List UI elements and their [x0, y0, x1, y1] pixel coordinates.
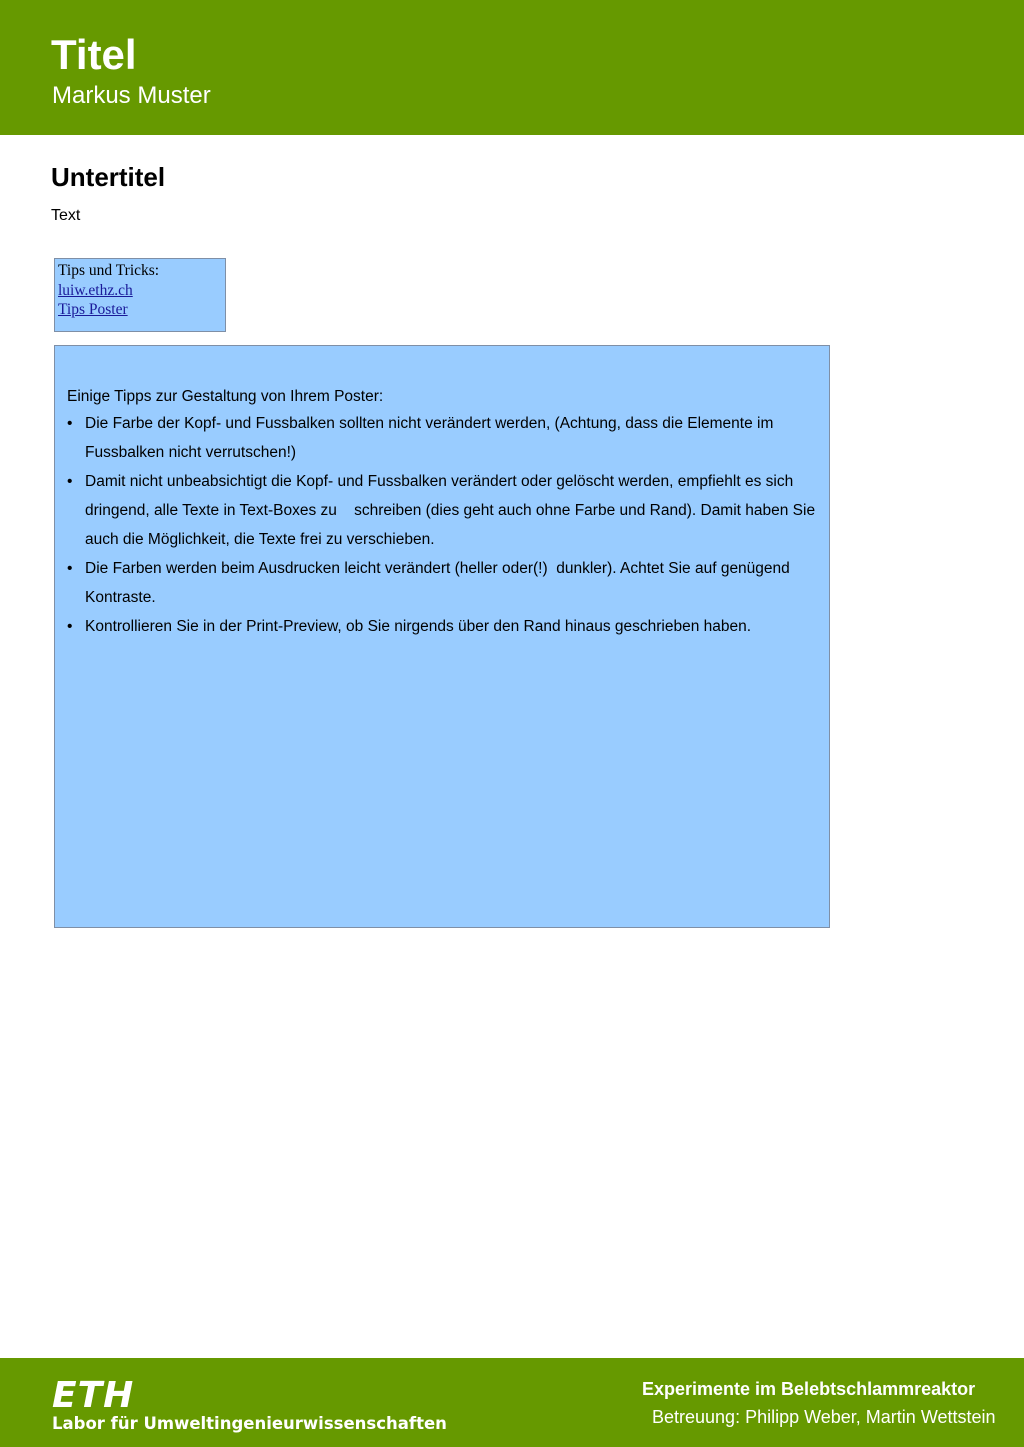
bullet-icon: • — [67, 415, 73, 432]
footer-bar — [0, 1358, 1024, 1447]
tips-list — [67, 409, 819, 641]
link-tips-poster[interactable]: Tips Poster — [58, 301, 128, 318]
body-text: Text — [51, 207, 81, 224]
header-bar — [0, 0, 1024, 135]
list-item-text: Die Farben werden beim Ausdrucken leicht verändert (heller oder(!) dunkler). Achtet Sie auf genügend Kontraste. — [85, 560, 795, 606]
list-item-text: Kontrollieren Sie in der Print-Preview, ob Sie nirgends über den Rand hinaus geschrieben haben. — [85, 618, 752, 635]
poster-title: Titel — [51, 31, 137, 78]
author-name: Markus Muster — [52, 82, 211, 109]
tips-text-box[interactable] — [54, 345, 830, 928]
subtitle: Untertitel — [51, 162, 166, 192]
tips-intro: Einige Tipps zur Gestaltung von Ihrem Poster: — [67, 388, 384, 405]
eth-logo: ETH — [52, 1375, 135, 1416]
project-title: Experimente im Belebtschlammreaktor — [642, 1379, 976, 1399]
bullet-icon: • — [67, 618, 73, 635]
list-item — [67, 409, 819, 467]
list-item — [67, 467, 819, 554]
tips-box — [54, 258, 226, 332]
link-luiw[interactable]: luiw.ethz.ch — [58, 281, 133, 299]
supervisors: Betreuung: Philipp Weber, Martin Wettstein — [652, 1407, 996, 1427]
lab-name: Labor für Umweltingenieurwissenschaften — [52, 1414, 447, 1433]
bullet-icon: • — [67, 560, 73, 577]
list-item-text: Die Farbe der Kopf- und Fussbalken sollten nicht verändert werden, (Achtung, dass die Elemente im Fussbalken nicht verrutschen!) — [85, 415, 778, 461]
tips-label: Tips und Tricks: — [58, 262, 160, 279]
list-item-text: Damit nicht unbeabsichtigt die Kopf- und Fussbalken verändert oder gelöscht werden, empfiehlt es sich dringend, alle Texte in Text-Boxes zu schreiben (dies geht auch ohne Farbe und Rand). Damit haben Sie auch die Möglichkeit, die Texte frei zu verschieben. — [85, 473, 820, 548]
bullet-icon: • — [67, 473, 73, 490]
list-item — [67, 612, 819, 641]
list-item — [67, 554, 819, 612]
